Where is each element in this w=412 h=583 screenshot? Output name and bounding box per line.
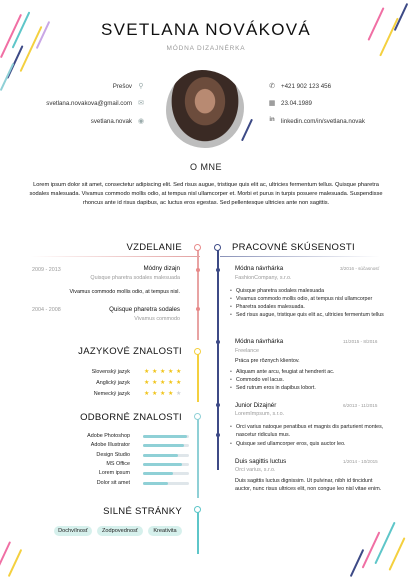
edu-title: Módny dizajn — [143, 265, 180, 272]
timeline-dot — [216, 268, 220, 272]
job-bullet: • Quisque sed ullamcorper eros, quis auctor leo. — [236, 441, 346, 447]
strength-tag: Dochvílnosť — [54, 526, 92, 536]
edu-title: Quisque pharetra sodales — [109, 306, 180, 313]
experience-title: PRACOVNÉ SKÚSENOSTI — [232, 242, 355, 253]
edu-dates: 2004 - 2008 — [32, 307, 61, 313]
skill-bar — [143, 435, 189, 438]
skill-name: Design Studio — [96, 451, 130, 458]
skill-bar — [143, 463, 189, 466]
skill-name: Adobe Illustrator — [90, 442, 130, 449]
timeline-dot — [216, 340, 220, 344]
skill-bar-fill — [143, 472, 173, 475]
contact-city: Prešov — [112, 83, 132, 90]
job-dates: 1/2014 - 10/2015 — [343, 459, 378, 464]
star-filled-icon: ★ — [152, 380, 158, 386]
skill-bar-fill — [143, 454, 178, 457]
job-title: Módna návrhárka — [235, 338, 284, 345]
strength-tag: Kreativita — [148, 526, 182, 536]
timeline-dot — [216, 403, 220, 407]
edu-dates: 2009 - 2013 — [32, 267, 61, 273]
job-title: Módna návrhárka — [235, 265, 284, 272]
timeline-dot — [216, 433, 220, 437]
contact-phone: +421 902 123 456 — [281, 83, 332, 90]
contact-email[interactable]: svetlana.novakova@gmail.com — [46, 100, 132, 107]
star-filled-icon: ★ — [176, 380, 182, 386]
job-dates: 6/2013 - 11/2015 — [343, 403, 378, 408]
job-title: Duis sagittis luctus — [235, 458, 287, 465]
experience-divider — [220, 256, 380, 257]
edu-school: Vivamus commodo — [134, 316, 180, 322]
skill-bar-fill — [143, 444, 184, 447]
job-bullet: • Sed rutrum eros in dapibus lobort. — [236, 385, 316, 391]
skills-node — [194, 413, 201, 420]
job-bullet: • Quisque pharetra sodales malesuada — [236, 288, 324, 294]
experience-node — [214, 244, 221, 251]
language-name: Anglický jazyk — [96, 380, 130, 386]
star-filled-icon: ★ — [144, 380, 150, 386]
phone-icon: ✆ — [269, 83, 275, 90]
skype-icon: ◉ — [137, 118, 145, 125]
job-bullet: • Aliquam ante arcu, feugiat at hendrerit ac. — [236, 369, 334, 375]
languages-title: JAZYKOVÉ ZNALOSTI — [78, 346, 182, 357]
timeline-dot — [196, 268, 200, 272]
star-filled-icon: ★ — [152, 369, 158, 375]
edu-school: Quisque pharetra sodales malesuada — [90, 275, 180, 281]
skill-bar — [143, 482, 189, 485]
skill-name: Lorem ipsum — [98, 470, 130, 477]
experience-timeline — [217, 250, 219, 470]
star-empty-icon: ★ — [176, 391, 182, 397]
job-company: Orci varius, s.r.o. — [235, 467, 276, 473]
skill-name: Dolor sit amet — [96, 479, 130, 486]
star-filled-icon: ★ — [144, 391, 150, 397]
education-node — [194, 244, 201, 251]
job-company: LoremImpsum, s.r.o. — [235, 411, 285, 417]
job-dates: 3/2016 - súčasnosť — [340, 266, 380, 271]
job-desc: Práca pre rôznych klientov. — [235, 358, 300, 364]
contact-birthdate: 23.04.1989 — [281, 100, 312, 107]
edu-desc: Vivamus commodo mollis odio, at tempus nisl. — [69, 289, 180, 295]
skill-bar-fill — [143, 482, 168, 485]
skill-name: Adobe Photoshop — [87, 433, 130, 439]
job-company: FashionCompany, s.r.o. — [235, 275, 292, 281]
skill-bar-fill — [143, 435, 187, 438]
skills-title: ODBORNÉ ZNALOSTI — [80, 412, 182, 423]
timeline-dot — [196, 307, 200, 311]
star-filled-icon: ★ — [176, 369, 182, 375]
star-filled-icon: ★ — [160, 391, 166, 397]
location-pin-icon: ⚲ — [138, 83, 144, 90]
strength-tag: Zodpovednosť — [97, 526, 143, 536]
skill-bar — [143, 444, 189, 447]
education-divider — [30, 256, 200, 257]
star-filled-icon: ★ — [168, 369, 174, 375]
contact-handle: svetlana.novak — [90, 118, 132, 125]
job-bullet: • Orci varius natoque penatibus et magnis dis parturient montes, nascetur ridiculus mus. — [236, 424, 386, 439]
calendar-icon: ▦ — [268, 100, 276, 107]
job-company: Freelance — [235, 348, 259, 354]
star-filled-icon: ★ — [160, 369, 166, 375]
about-text: Lorem ipsum dolor sit amet, consectetur adipiscing elit. Sed risus augue, tristique quis elit ac, ultricies fermentum tellus. Quisque pharetra sodales malesuada. Vivamus commodo mollis odio, at tempus nisl ullamcorper et. Morbi et purus in turpis posuere malesuada. Suspendisse rhoncus ante id risus dapibus, ac luctus eros egestas. Sed pellentesque ultricies ante non sagittis. — [29, 182, 383, 206]
skill-bar — [143, 454, 189, 457]
linkedin-icon: in — [269, 117, 275, 123]
education-timeline — [197, 250, 199, 340]
skills-timeline — [197, 418, 199, 498]
language-name: Slovenský jazyk — [91, 369, 130, 375]
star-filled-icon: ★ — [160, 380, 166, 386]
contact-linkedin[interactable]: linkedin.com/in/svetlana.novak — [281, 118, 365, 125]
languages-node — [194, 348, 201, 355]
languages-timeline — [197, 352, 199, 402]
job-bullet: • Sed risus augue, tristique quis elit ac, ultricies fermentum tellus — [236, 312, 386, 320]
skill-bar-fill — [143, 463, 182, 466]
education-title: VZDELANIE — [126, 242, 182, 253]
strengths-title: SILNÉ STRÁNKY — [103, 506, 182, 517]
strengths-node — [194, 506, 201, 513]
envelope-icon: ✉ — [138, 100, 144, 107]
star-filled-icon: ★ — [144, 369, 150, 375]
skill-bar — [143, 472, 189, 475]
job-desc: Duis sagittis luctus dignissim. Ut pulvinar, nibh id tincidunt auctor, nunc risus ultrices elit, non congue leo nisl vitae enim. — [235, 478, 382, 492]
strengths-timeline — [197, 510, 199, 554]
job-title: Junior Dizajnér — [235, 402, 277, 409]
job-bullet: • Vivamus commodo mollis odio, at tempus nisl ullamcorper — [236, 296, 372, 302]
star-filled-icon: ★ — [168, 391, 174, 397]
language-name: Nemecký jazyk — [93, 391, 130, 397]
job-bullet: • Pharetra sodales malesuada. — [236, 304, 305, 310]
job-bullet: • Commodo vel lacus. — [236, 377, 284, 383]
star-filled-icon: ★ — [168, 380, 174, 386]
about-title: O MNE — [189, 162, 222, 172]
profile-photo — [166, 70, 244, 148]
job-title: MÓDNA DIZAJNÉRKA — [166, 45, 246, 52]
skill-name: MS Office — [106, 460, 130, 467]
candidate-name: SVETLANA NOVÁKOVÁ — [100, 20, 312, 39]
job-dates: 11/2015 - 8/2016 — [343, 339, 378, 344]
star-filled-icon: ★ — [152, 391, 158, 397]
